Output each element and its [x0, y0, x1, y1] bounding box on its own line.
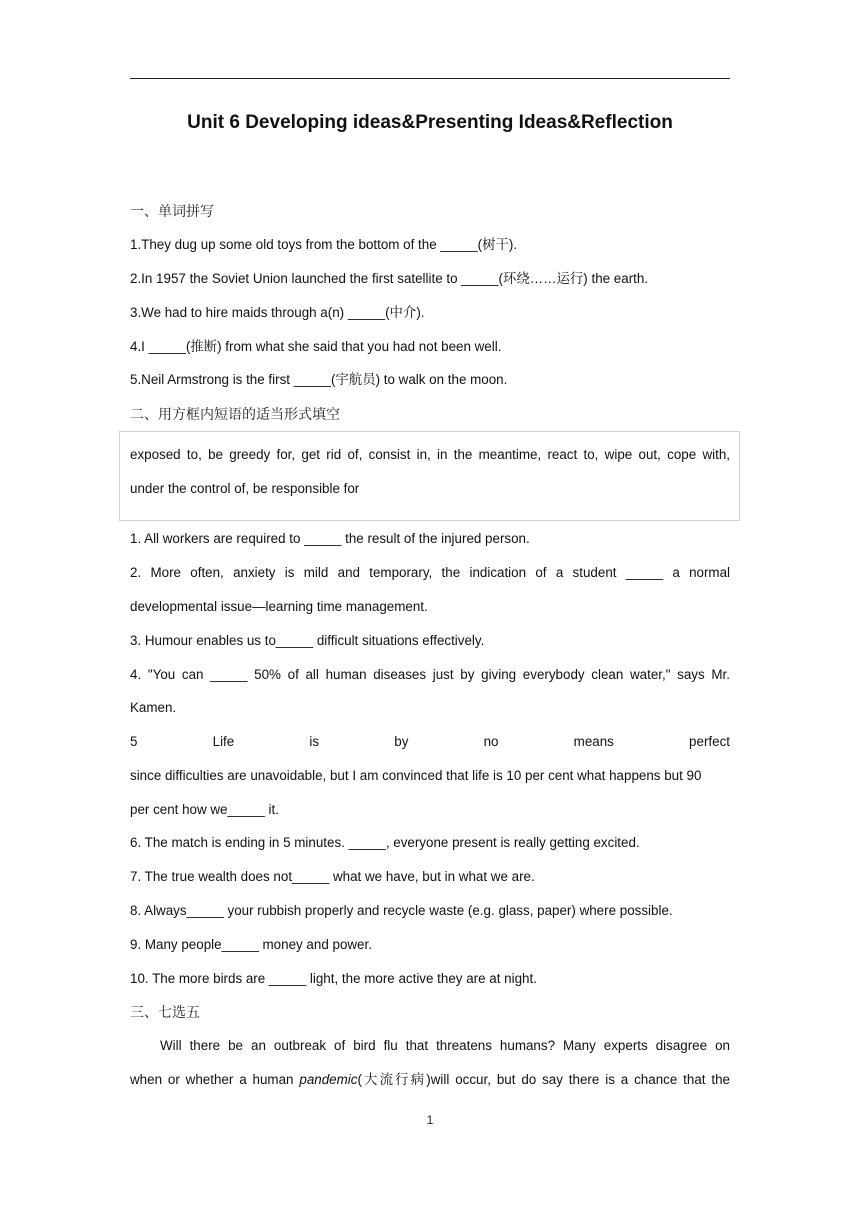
section2-question-2-line-2: developmental issue—learning time management. — [130, 599, 428, 614]
section2-heading: 二、用方框内短语的适当形式填空 — [130, 406, 340, 422]
section3-paragraph-line-2 — [130, 1063, 730, 1097]
phrase-box-line-1: exposed to, be greedy for, get rid of, consist in, in the meantime, react to, wipe out, cope with, — [130, 447, 730, 462]
italic-term-pandemic: pandemic — [299, 1072, 358, 1087]
section3-paragraph-text-a: when or whether a human — [130, 1072, 300, 1087]
section2-question-2-line-1: 2. More often, anxiety is mild and temporary, the indication of a student _____ a normal — [130, 565, 730, 580]
section2-question-1: 1. All workers are required to _____ the result of the injured person. — [130, 531, 530, 546]
section2-question-9: 9. Many people_____ money and power. — [130, 937, 372, 952]
page-number: 1 — [426, 1113, 434, 1127]
section1-item-5: 5.Neil Armstrong is the first _____(宇航员) to walk on the moon. — [130, 372, 508, 387]
section1-item-1: 1.They dug up some old toys from the bottom of the _____(树干). — [130, 237, 518, 252]
section2-question-4-line-1: 4. "You can _____ 50% of all human diseases just by giving everybody clean water," says Mr. — [130, 667, 730, 682]
section2-question-3: 3. Humour enables us to_____ difficult situations effectively. — [130, 633, 485, 648]
document-title: Unit 6 Developing ideas&Presenting Ideas&Reflection — [187, 112, 673, 133]
phrase-box-line-2: under the control of, be responsible for — [130, 481, 360, 496]
section1-item-3: 3.We had to hire maids through a(n) _____(中介). — [130, 305, 425, 320]
section2-question-5-line-3: per cent how we_____ it. — [130, 802, 279, 817]
section2-question-6: 6. The match is ending in 5 minutes. _____, everyone present is really getting excited. — [130, 835, 640, 850]
section3-paragraph-text-b: (大流行病)will occur, but do say there is a chance that the — [357, 1072, 730, 1087]
section2-question-4-line-2: Kamen. — [130, 700, 177, 715]
section3-heading: 三、七选五 — [130, 1004, 200, 1020]
section2-question-10: 10. The more birds are _____ light, the more active they are at night. — [130, 971, 537, 986]
phrase-box — [119, 431, 740, 521]
section3-paragraph-line-1: Will there be an outbreak of bird flu that threatens humans? Many experts disagree on — [160, 1038, 730, 1053]
section2-question-7: 7. The true wealth does not_____ what we have, but in what we are. — [130, 869, 535, 884]
section2-question-5-line-2: since difficulties are unavoidable, but I am convinced that life is 10 per cent what happens but 90 — [130, 768, 702, 783]
section2-question-8: 8. Always_____ your rubbish properly and recycle waste (e.g. glass, paper) where possible. — [130, 903, 673, 918]
section1-item-4: 4.I _____(推断) from what she said that you had not been well. — [130, 339, 502, 354]
section2-question-5-line-1: 5 Life is by no means perfect — [130, 734, 730, 749]
section1-item-2: 2.In 1957 the Soviet Union launched the first satellite to _____(环绕……运行) the earth. — [130, 271, 649, 286]
section1-heading: 一、单词拼写 — [130, 203, 214, 219]
header-rule — [130, 78, 730, 79]
